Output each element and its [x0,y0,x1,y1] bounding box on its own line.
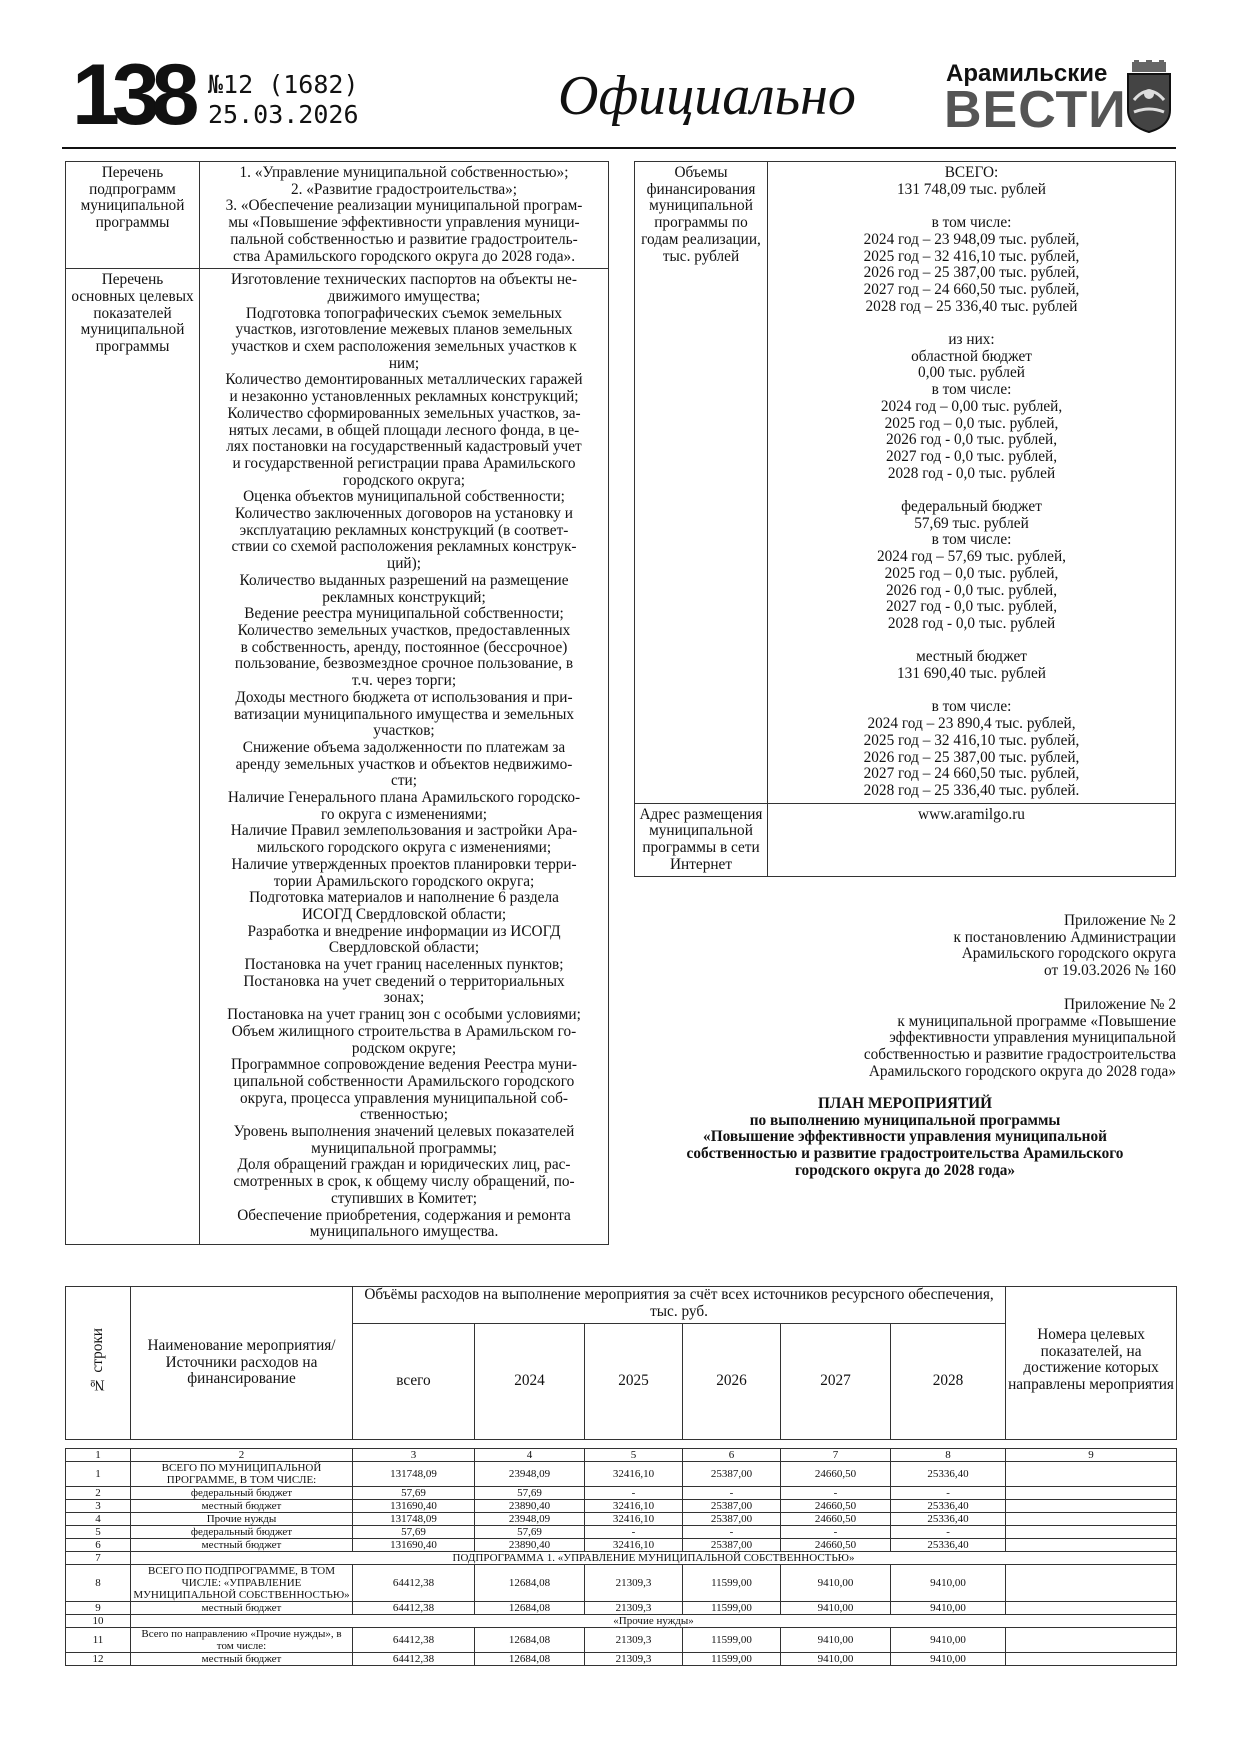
text-line: 2026 год – 25 387,00 тыс. рублей, [863,748,1080,766]
page-number: 138 [72,47,192,143]
header-total: всего [353,1324,475,1440]
row-value: - [683,1526,781,1539]
issue-date: 25.03.2026 [208,100,359,129]
row-value: 23890,40 [475,1539,585,1552]
text-line: Постановка на учет сведений о территориальных [243,972,565,990]
text-line: Постановка на учет границ зон с особыми условиями; [227,1006,581,1024]
list-item: ства Арамильского городского округа до 2028 года». [232,247,576,265]
text-line: 2025 год – 0,0 тыс. рублей, [884,414,1059,432]
column-number: 2 [131,1449,353,1462]
text-line: Объем жилищного строительства в Арамильском го- [231,1022,577,1040]
row-value: 32416,10 [585,1500,683,1513]
table-row [66,1487,1177,1500]
header-year: 2027 [781,1324,891,1440]
appendix-line: собственностью и развитие градостроительства [863,1046,1176,1064]
row-value: 25336,40 [891,1513,1006,1526]
subprograms-list [200,162,609,269]
row-name: ВСЕГО ПО МУНИЦИПАЛЬНОЙ ПРОГРАММЕ, В ТОМ ЧИСЛЕ: [131,1462,353,1487]
plan-title-line: городского округа до 2028 года» [794,1161,1016,1179]
text-line: и государственной регистрации права Арамильского [232,454,576,472]
text-line: округа, процесса управления муниципальной соб- [239,1089,568,1107]
text-line: Подготовка материалов и наполнение 6 раздела [249,889,559,907]
text-line: родском округе; [351,1039,457,1057]
plan-title-line: по выполнению муниципальной программы [749,1111,1061,1129]
list-item: мы «Повышение эффективности управления муници- [228,214,580,232]
list-item: 2. «Развитие градостроительства»; [290,180,518,198]
text-line: Ведение реестра муниципальной собственности; [244,605,564,623]
row-value: 9410,00 [891,1602,1006,1615]
row-number: 3 [66,1500,131,1513]
row-value: 11599,00 [683,1628,781,1653]
table-row [66,162,609,269]
table-row [66,1552,1177,1565]
left-passport-table [65,161,609,1245]
text-line: Наличие утвержденных проектов планировки терри- [231,855,577,873]
table-row [66,1628,1177,1653]
column-number: 7 [781,1449,891,1462]
plan-title-line: ПЛАН МЕРОПРИЯТИЙ [817,1095,993,1112]
column-number: 3 [353,1449,475,1462]
text-line: местный бюджет [916,648,1027,666]
row-value: 25387,00 [683,1513,781,1526]
plan-title-line: «Повышение эффективности управления муниципальной [703,1128,1107,1146]
text-line: мильского городского округа с изменениями; [256,839,552,857]
table-row [66,1500,1177,1513]
header-name: Наименование мероприятия/ Источники расходов на финансирование [131,1287,353,1440]
row-value: 21309,3 [585,1653,683,1666]
row-number: 6 [66,1539,131,1552]
header-year: 2026 [683,1324,781,1440]
row-value: 23890,40 [475,1500,585,1513]
row-targets [1006,1487,1177,1500]
coat-of-arms-icon [1124,60,1174,134]
right-passport-table [634,161,1176,877]
text-line: зонах; [383,989,425,1007]
text-line: в собственность, аренду, постоянное (бессрочное) [240,638,568,656]
text-line: тории Арамильского городского округа; [273,872,535,890]
table-row [66,1539,1177,1552]
text-line: Подготовка топографических съемок земельных [245,304,563,322]
header-rule [62,147,1176,149]
row-name: Прочие нужды [131,1513,353,1526]
text-line: Наличие Правил землепользования и застройки Ара- [230,822,578,840]
row-value: 25387,00 [683,1539,781,1552]
text-line: 2024 год – 0,00 тыс. рублей, [880,397,1063,415]
header-year: 2028 [891,1324,1006,1440]
row-value: 21309,3 [585,1565,683,1602]
text-line: 2026 год – 25 387,00 тыс. рублей, [863,264,1080,282]
section-row-title: ПОДПРОГРАММА 1. «УПРАВЛЕНИЕ МУНИЦИПАЛЬНОЙ СОБСТВЕННОСТЬЮ» [131,1552,1177,1565]
table-row [635,162,1176,804]
text-line: эксплуатацию рекламных конструкций (в соответ- [239,521,569,539]
row-number: 7 [66,1552,131,1565]
row-number: 8 [66,1565,131,1602]
header-gap [66,1440,1177,1449]
text-line: Количество демонтированных металлических гаражей [225,371,583,389]
row-value: 21309,3 [585,1602,683,1615]
row-value: 25336,40 [891,1500,1006,1513]
row-value: 25336,40 [891,1462,1006,1487]
column-number: 9 [1006,1449,1177,1462]
text-line: 2027 год – 24 660,50 тыс. рублей, [863,765,1080,783]
row-targets [1006,1653,1177,1666]
row-value: - [585,1487,683,1500]
row-number: 5 [66,1526,131,1539]
address-value: www.aramilgo.ru [768,803,1176,877]
text-line: 2026 год - 0,0 тыс. рублей, [885,431,1058,449]
text-line: в том числе: [931,698,1012,716]
text-line: Снижение объема задолженности по платежам за [242,738,566,756]
text-line: 2024 год – 23 890,4 тыс. рублей, [867,715,1076,733]
text-line: Оценка объектов муниципальной собственности; [243,488,565,506]
table-header-row [66,1287,1177,1324]
row-name: местный бюджет [131,1500,353,1513]
row-targets [1006,1565,1177,1602]
row-value: - [585,1526,683,1539]
row-value: 64412,38 [353,1602,475,1615]
row-value: - [781,1487,891,1500]
text-line: Уровень выполнения значений целевых показателей [233,1123,575,1141]
row-value: 57,69 [475,1526,585,1539]
text-line: 2026 год - 0,0 тыс. рублей, [885,581,1058,599]
financing-values [768,162,1176,804]
row-name: местный бюджет [131,1602,353,1615]
text-line: участков и схем расположения земельных участков к [231,338,577,356]
row-value: 25387,00 [683,1500,781,1513]
row-number: 9 [66,1602,131,1615]
text-line: аренду земельных участков и объектов недвижимо- [235,755,573,773]
table-row [66,1653,1177,1666]
row-value: 11599,00 [683,1653,781,1666]
row-value: 9410,00 [891,1628,1006,1653]
text-line: ватизации муниципального имущества и земельных [233,705,575,723]
row-targets [1006,1539,1177,1552]
plan-title-line: собственностью и развитие градостроительства Арамильского [686,1145,1124,1163]
text-line: 2024 год – 57,69 тыс. рублей, [877,548,1066,566]
targets-label: Перечень основных целевых показателей муниципальной программы [66,269,200,1245]
text-line: Доходы местного бюджета от использования и при- [235,688,573,706]
text-line: муниципального имущества. [309,1223,499,1241]
text-line: ВСЕГО: [944,164,999,181]
row-value: - [891,1526,1006,1539]
address-label: Адрес размещения муниципальной программы в сети Интернет [635,803,768,877]
text-line: нятых лесами, в общей площади лесного фонда, в це- [228,421,580,439]
row-value: - [683,1487,781,1500]
row-value: 12684,08 [475,1628,585,1653]
row-number: 10 [66,1615,131,1628]
text-line: ципальной собственности Арамильского городского [233,1072,575,1090]
row-value: 9410,00 [781,1628,891,1653]
header-targets: Номера целевых показателей, на достижение которых направлены мероприятия [1006,1287,1177,1440]
table-row [66,1565,1177,1602]
text-line: участков, изготовление межевых планов земельных [235,321,573,339]
text-line: смотренных в срок, к общему числу обращений, по- [233,1173,575,1191]
list-item: 3. «Обеспечение реализации муниципальной програм- [225,197,583,215]
text-line: рекламных конструкций; [322,588,486,606]
table-row [66,269,609,1245]
text-line: 0,00 тыс. рублей [918,364,1025,382]
column-number: 4 [475,1449,585,1462]
list-item: 1. «Управление муниципальной собственностью»; [239,164,569,181]
text-line: Количество заключенных договоров на установку и [235,505,573,523]
row-value: 32416,10 [585,1513,683,1526]
appendix-line: эффективности управления муниципальной [889,1029,1176,1047]
text-line [772,198,1171,215]
appendix-line: к постановлению Администрации [953,928,1176,946]
text-line: лях постановки на государственный кадастровый учет [226,438,582,456]
text-line: ствии со схемой расположения рекламных конструк- [231,538,577,556]
row-value: 57,69 [353,1526,475,1539]
row-number: 2 [66,1487,131,1500]
section-title: Официально [558,65,856,127]
text-line: Количество выданных разрешений на размещение [239,571,569,589]
text-line: Свердловской области; [328,939,480,957]
brand-main: ВЕСТИ [944,81,1127,139]
issue-number: №12 (1682) [208,70,359,99]
row-value: 64412,38 [353,1628,475,1653]
row-value: 12684,08 [475,1565,585,1602]
header-year: 2024 [475,1324,585,1440]
text-line: 131 748,09 тыс. рублей [897,180,1046,198]
row-value: 9410,00 [891,1653,1006,1666]
row-targets [1006,1462,1177,1487]
row-name: местный бюджет [131,1653,353,1666]
text-line: в том числе: [931,531,1012,549]
row-number: 11 [66,1628,131,1653]
row-number: 4 [66,1513,131,1526]
plan-table [65,1286,1177,1666]
row-value: 24660,50 [781,1539,891,1552]
row-value: 32416,10 [585,1539,683,1552]
row-targets [1006,1628,1177,1653]
section-row-title: «Прочие нужды» [131,1615,1177,1628]
row-value: 11599,00 [683,1602,781,1615]
appendix-line: Арамильского городского округа до 2028 года» [868,1062,1176,1080]
text-line: 2025 год – 32 416,10 тыс. рублей, [863,247,1080,265]
table-row [66,1513,1177,1526]
row-name: Всего по направлению «Прочие нужды», в том числе: [131,1628,353,1653]
row-value: 24660,50 [781,1462,891,1487]
row-targets [1006,1513,1177,1526]
appendix-line: к муниципальной программе «Повышение [897,1012,1176,1030]
appendix-line: Приложение № 2 [1064,996,1176,1013]
text-line: Обеспечение приобретения, содержания и ремонта [237,1206,571,1224]
row-value: 9410,00 [781,1565,891,1602]
text-line: и незаконно установленных рекламных конструкций; [229,388,579,406]
financing-label: Объемы финансирования муниципальной программы по годам реализации, тыс. рублей [635,162,768,804]
column-numbers-row [66,1449,1177,1462]
row-value: - [781,1526,891,1539]
row-name: ВСЕГО ПО ПОДПРОГРАММЕ, В ТОМ ЧИСЛЕ: «УПРАВЛЕНИЕ МУНИЦИПАЛЬНОЙ СОБСТВЕННОСТЬЮ» [131,1565,353,1602]
row-value: 12684,08 [475,1602,585,1615]
list-item: пальной собственностью и развитие градостроитель- [230,230,578,248]
text-line: Количество земельных участков, предоставленных [237,621,571,639]
issue-info [208,70,359,130]
row-value: 11599,00 [683,1565,781,1602]
row-name: федеральный бюджет [131,1487,353,1500]
text-line [772,315,1171,332]
row-value: 21309,3 [585,1628,683,1653]
text-line: Программное сопровождение ведения Реестра муни- [231,1056,577,1074]
row-number: 12 [66,1653,131,1666]
text-line: 2025 год – 32 416,10 тыс. рублей, [863,731,1080,749]
text-line: 2027 год – 24 660,50 тыс. рублей, [863,280,1080,298]
text-line: областной бюджет [911,347,1032,365]
row-value: 131690,40 [353,1539,475,1552]
text-line: ИСОГД Свердловской области; [301,905,507,923]
text-line [772,683,1171,700]
appendix-program [760,997,1176,1081]
column-number: 6 [683,1449,781,1462]
row-value: 131748,09 [353,1513,475,1526]
row-value: 25336,40 [891,1539,1006,1552]
text-line: сти; [391,772,417,790]
text-line: движимого имущества; [327,287,481,305]
text-line: 57,69 тыс. рублей [914,514,1029,532]
row-value: 23948,09 [475,1513,585,1526]
row-name: местный бюджет [131,1539,353,1552]
row-targets [1006,1526,1177,1539]
appendix-line: Арамильского городского округа [961,945,1176,963]
text-line: ственностью; [360,1106,448,1124]
table-row [66,1602,1177,1615]
row-name: федеральный бюджет [131,1526,353,1539]
row-targets [1006,1602,1177,1615]
row-value: 9410,00 [891,1565,1006,1602]
table-row [66,1440,1177,1449]
text-line: 2027 год - 0,0 тыс. рублей, [885,598,1058,616]
table-row [635,803,1176,877]
text-line: Наличие Генерального плана Арамильского городско- [227,789,581,807]
appendix-decree [760,913,1176,980]
text-line: Постановка на учет границ населенных пунктов; [244,956,564,974]
row-value: 57,69 [475,1487,585,1500]
row-value: 57,69 [353,1487,475,1500]
text-line: го округа с изменениями; [320,805,488,823]
text-line: 2025 год – 0,0 тыс. рублей, [884,564,1059,582]
row-value: 131748,09 [353,1462,475,1487]
targets-list [200,269,609,1245]
row-value: - [891,1487,1006,1500]
appendix-line: от 19.03.2026 № 160 [1044,962,1176,980]
header-row-number: № строки [66,1287,131,1440]
row-targets [1006,1500,1177,1513]
appendix-line: Приложение № 2 [1064,912,1176,929]
text-line: Изготовление технических паспортов на объекты не- [231,271,577,289]
row-value: 64412,38 [353,1653,475,1666]
brand-top: Арамильские [946,60,1108,87]
column-number: 8 [891,1449,1006,1462]
text-line: ступивших в Комитет; [330,1189,478,1207]
text-line [772,633,1171,650]
text-line: Разработка и внедрение информации из ИСОГД [247,922,561,940]
text-line: в том числе: [931,381,1012,399]
text-line: 2028 год - 0,0 тыс. рублей [887,464,1056,482]
text-line: из них: [948,331,995,348]
text-line: 2028 год - 0,0 тыс. рублей [887,614,1056,632]
text-line: участков; [373,722,435,740]
text-line: муниципальной программы; [311,1139,497,1157]
text-line: 2028 год – 25 336,40 тыс. рублей. [863,781,1080,799]
row-value: 24660,50 [781,1500,891,1513]
text-line: пользование, безвозмездное срочное пользование, в [234,655,574,673]
subprograms-label: Перечень подпрограмм муниципальной программы [66,162,200,269]
row-value: 9410,00 [781,1653,891,1666]
column-number: 1 [66,1449,131,1462]
row-number: 1 [66,1462,131,1487]
row-value: 25387,00 [683,1462,781,1487]
column-number: 5 [585,1449,683,1462]
row-value: 131690,40 [353,1500,475,1513]
table-row [66,1526,1177,1539]
text-line: Доля обращений граждан и юридических лиц, рас- [237,1156,571,1174]
text-line: 131 690,40 тыс. рублей [897,665,1046,683]
text-line: Количество сформированных земельных участков, за- [227,404,581,422]
plan-title [640,1096,1170,1180]
text-line: ций); [387,555,421,573]
row-value: 32416,10 [585,1462,683,1487]
text-line: городского округа; [342,471,466,489]
table-row [66,1615,1177,1628]
text-line: ним; [388,354,420,372]
row-value: 12684,08 [475,1653,585,1666]
text-line: в том числе: [931,214,1012,232]
text-line: 2024 год – 23 948,09 тыс. рублей, [863,230,1080,248]
row-value: 23948,09 [475,1462,585,1487]
text-line: 2027 год - 0,0 тыс. рублей, [885,447,1058,465]
header-year: 2025 [585,1324,683,1440]
text-line: федеральный бюджет [901,498,1042,516]
text-line [772,482,1171,499]
row-value: 9410,00 [781,1602,891,1615]
text-line: т.ч. через торги; [351,672,457,690]
table-row [66,1462,1177,1487]
row-value: 64412,38 [353,1565,475,1602]
text-line: 2028 год – 25 336,40 тыс. рублей [865,297,1078,315]
row-value: 24660,50 [781,1513,891,1526]
header-volumes: Объёмы расходов на выполнение мероприятия за счёт всех источников ресурсного обеспечения, тыс. руб. [353,1287,1006,1324]
